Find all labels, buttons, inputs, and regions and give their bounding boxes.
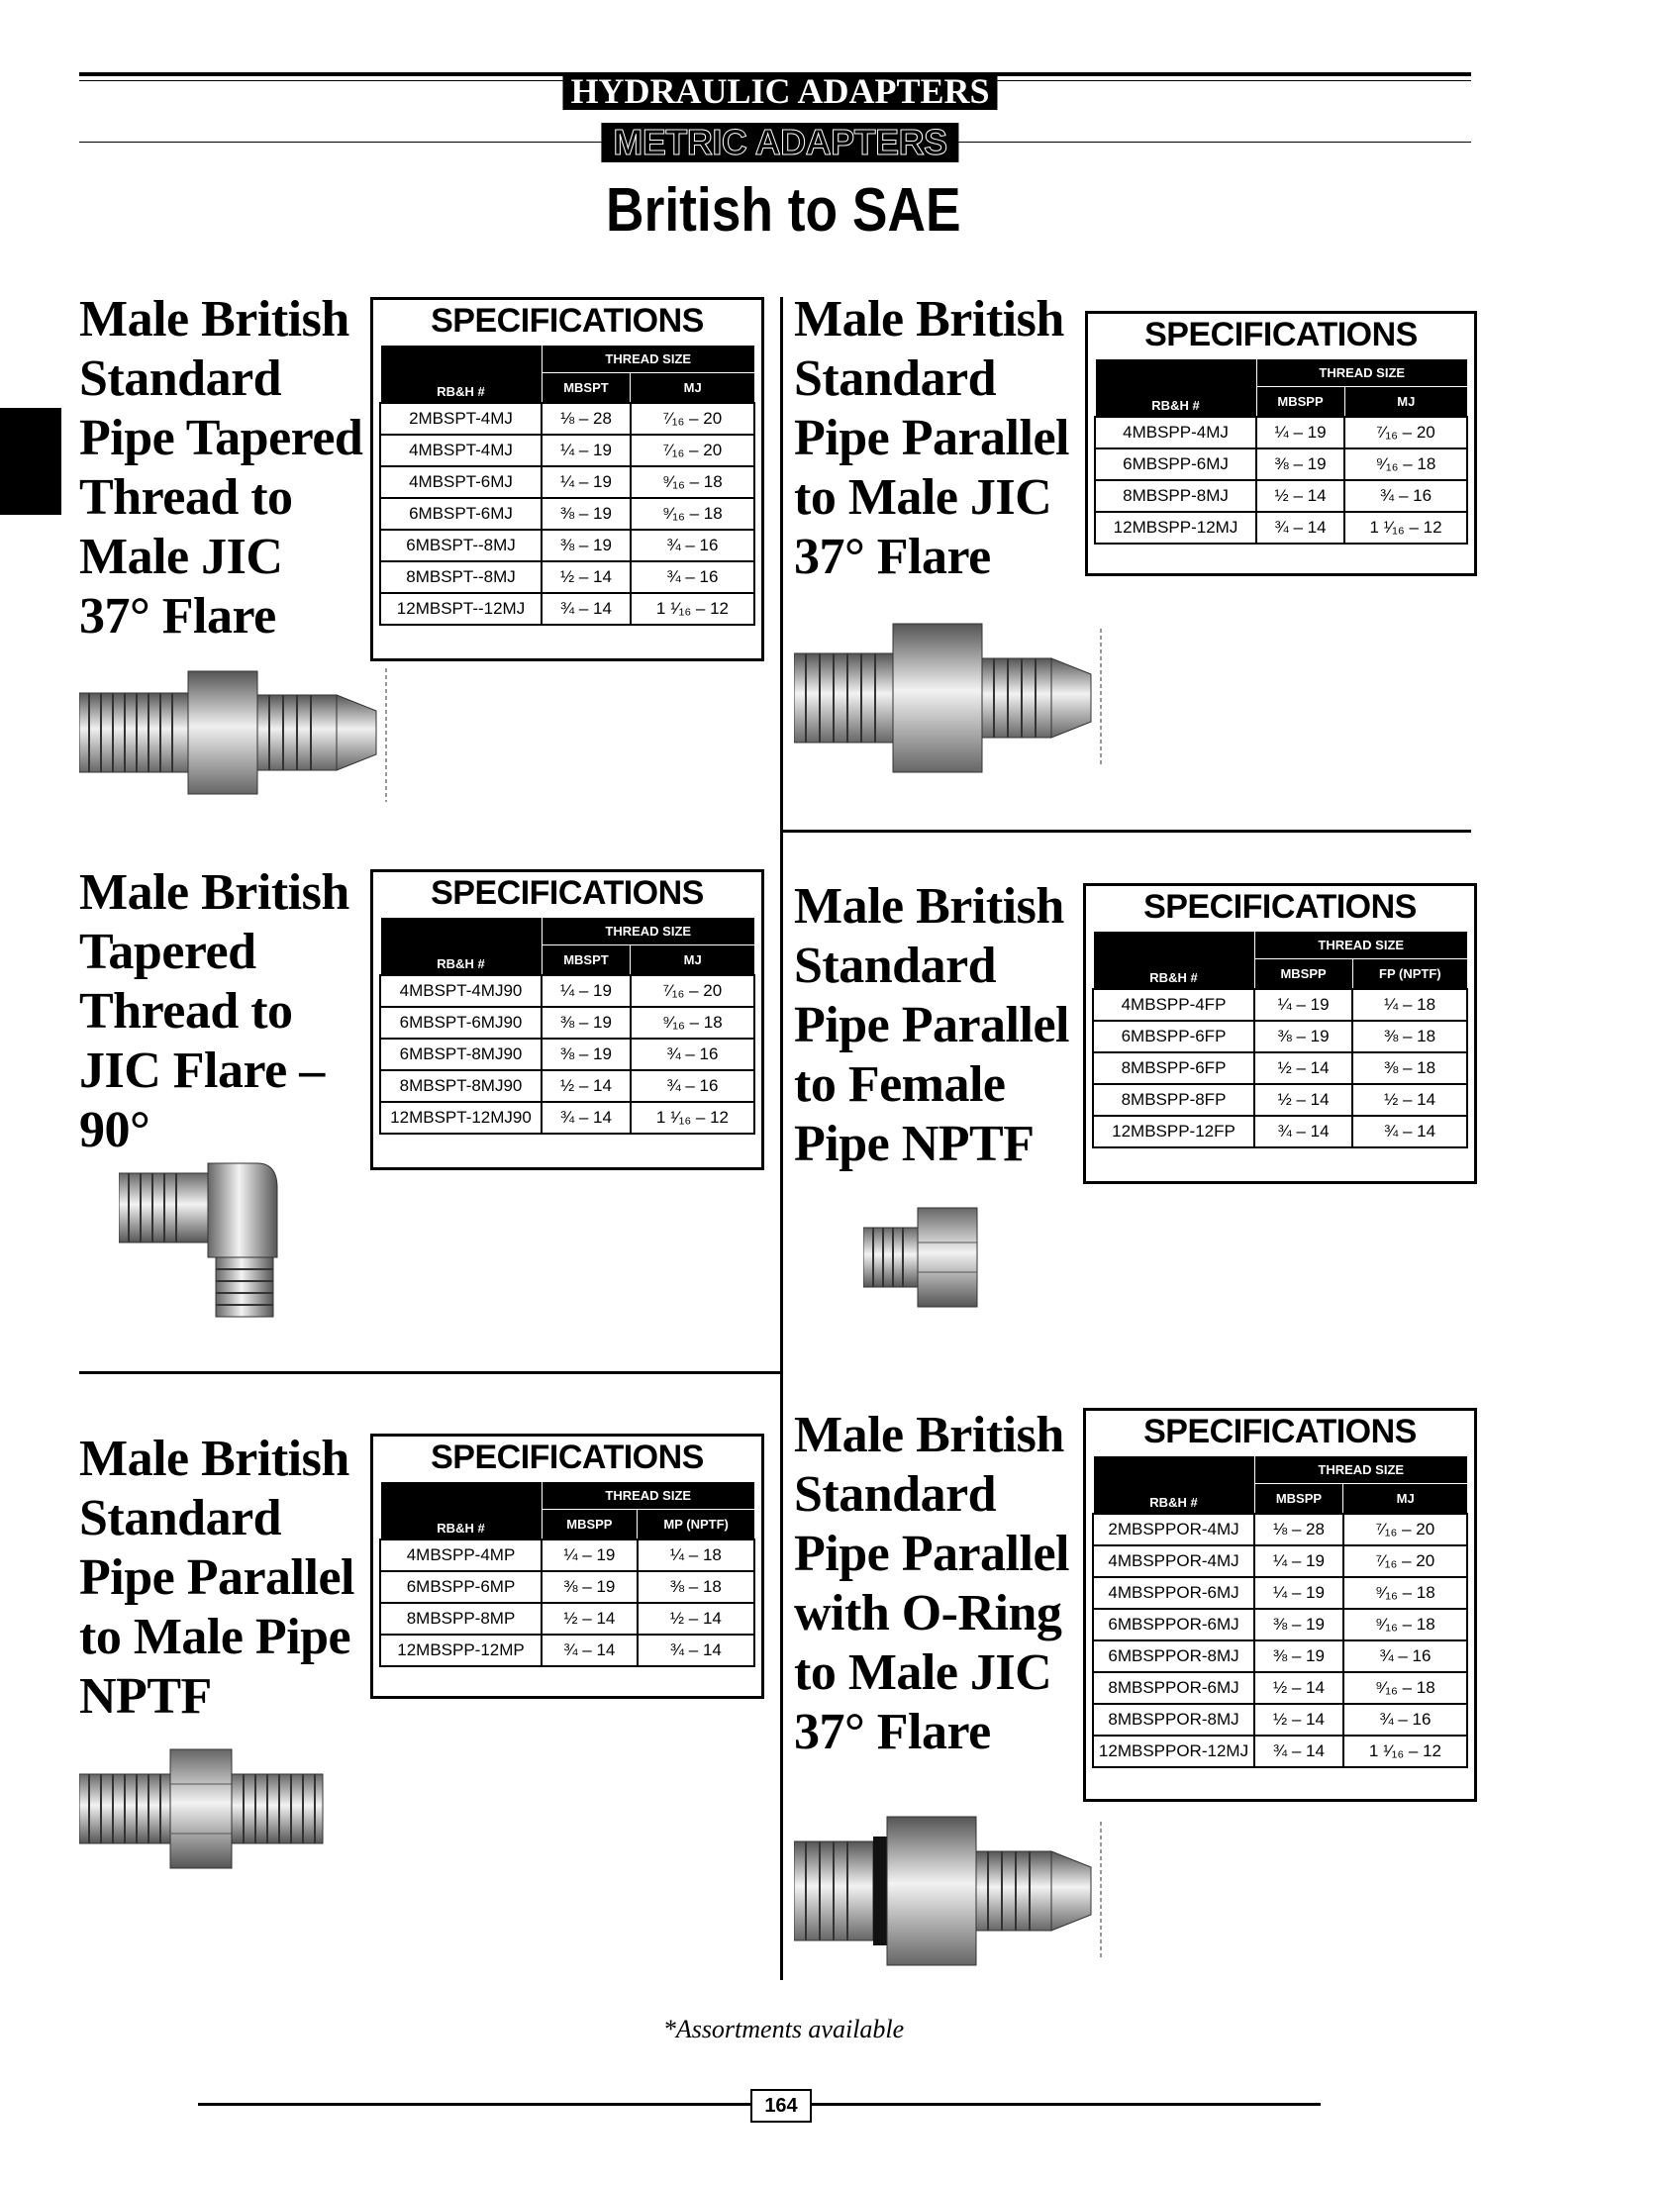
fitting-photo-parallel-flare: [794, 619, 1121, 787]
thread-size-cell: ⅜ – 19: [542, 1007, 631, 1039]
thread-size-cell: ⅜ – 18: [638, 1571, 754, 1603]
thread-size-cell: ½ – 14: [1254, 1084, 1352, 1116]
part-number-cell: 8MBSPPOR-6MJ: [1093, 1672, 1254, 1704]
spec-row: [1093, 1640, 1467, 1672]
spec-row: [1093, 1514, 1467, 1545]
thread-size-cell: ⅛ – 28: [1254, 1514, 1343, 1545]
col-header-part: RB&H #: [1093, 1456, 1254, 1514]
spec-heading: SPECIFICATIONS: [1143, 888, 1417, 926]
thread-size-cell: ⁷⁄₁₆ – 20: [1343, 1514, 1467, 1545]
spec-row: [380, 1007, 754, 1039]
thread-size-cell: ¼ – 19: [542, 975, 631, 1007]
thread-size-cell: ¼ – 18: [1352, 989, 1467, 1021]
product-title-5: Male British Standard Pipe Parallel to Male Pipe NPTF: [79, 1431, 354, 1725]
thread-size-cell: ¼ – 19: [542, 1539, 638, 1571]
part-number-cell: 6MBSPP-6FP: [1093, 1021, 1254, 1052]
part-number-cell: 12MBSPP-12MJ: [1095, 512, 1256, 544]
spec-box-6: [1083, 1408, 1477, 1802]
row-divider-left-2: [79, 1371, 782, 1374]
col-header-thread-size: THREAD SIZE: [1254, 1456, 1467, 1483]
spec-rows-5: [380, 1539, 754, 1666]
part-number-cell: 6MBSPT-6MJ90: [380, 1007, 542, 1039]
spec-row: [1093, 1021, 1467, 1052]
spec-heading: SPECIFICATIONS: [1144, 316, 1418, 353]
col-header-thread-a: MBSPT: [542, 372, 631, 403]
thread-size-cell: ⅜ – 19: [542, 1039, 631, 1070]
product-title-4: Male British Standard Pipe Parallel to Female Pipe NPTF: [794, 878, 1069, 1172]
product-title-2: Male British Standard Pipe Parallel to Male JIC 37° Flare: [794, 291, 1069, 585]
spec-row: [380, 435, 754, 466]
col-header-thread-b: MJ: [631, 944, 754, 975]
product-title-3: Male British Tapered Thread to JIC Flare – 90°: [79, 864, 349, 1158]
thread-size-cell: ⁹⁄₁₆ – 18: [631, 466, 754, 498]
spec-row: [1095, 417, 1467, 448]
thread-size-cell: ¼ – 18: [638, 1539, 754, 1571]
thread-size-cell: ½ – 14: [542, 561, 631, 593]
col-header-thread-b: MP (NPTF): [638, 1509, 754, 1539]
spec-table-2: [1094, 359, 1468, 545]
thread-size-cell: ¼ – 19: [1254, 1577, 1343, 1609]
col-header-part: RB&H #: [1095, 359, 1256, 417]
section-tab-marker: [0, 408, 61, 515]
spec-row: [1093, 1609, 1467, 1640]
thread-size-cell: ⅜ – 19: [542, 530, 631, 561]
thread-size-cell: ¾ – 14: [542, 593, 631, 625]
thread-size-cell: ½ – 14: [1254, 1704, 1343, 1736]
spec-heading: SPECIFICATIONS: [431, 302, 704, 340]
thread-size-cell: ⅛ – 28: [542, 403, 631, 435]
part-number-cell: 12MBSPT-12MJ90: [380, 1102, 542, 1134]
subcategory-banner: [601, 123, 958, 162]
col-header-thread-b: MJ: [1344, 386, 1467, 417]
spec-table-1: [379, 346, 755, 626]
thread-size-cell: ¼ – 19: [542, 435, 631, 466]
spec-row: [380, 466, 754, 498]
fitting-photo-female-adapter: [863, 1203, 982, 1312]
thread-size-cell: ¼ – 19: [1256, 417, 1344, 448]
part-number-cell: 2MBSPPOR-4MJ: [1093, 1514, 1254, 1545]
part-number-cell: 8MBSPP-8MJ: [1095, 480, 1256, 512]
spec-rows-4: [1093, 989, 1467, 1147]
spec-row: [1093, 1704, 1467, 1736]
part-number-cell: 8MBSPPOR-8MJ: [1093, 1704, 1254, 1736]
thread-size-cell: ⁹⁄₁₆ – 18: [1343, 1672, 1467, 1704]
spec-row: [380, 1539, 754, 1571]
thread-size-cell: ⁹⁄₁₆ – 18: [1344, 448, 1467, 480]
thread-size-cell: ½ – 14: [542, 1070, 631, 1102]
thread-size-cell: ⅜ – 19: [542, 1571, 638, 1603]
spec-row: [380, 1571, 754, 1603]
col-header-thread-size: THREAD SIZE: [542, 1482, 754, 1509]
thread-size-cell: ⁹⁄₁₆ – 18: [1343, 1577, 1467, 1609]
spec-row: [1095, 480, 1467, 512]
spec-table-3: [379, 918, 755, 1135]
part-number-cell: 12MBSPT--12MJ: [380, 593, 542, 625]
part-number-cell: 8MBSPT-8MJ90: [380, 1070, 542, 1102]
page-number: 164: [750, 2089, 812, 2123]
thread-size-cell: ¾ – 14: [1256, 512, 1344, 544]
col-header-thread-size: THREAD SIZE: [542, 346, 754, 372]
row-divider-right-1: [780, 830, 1471, 833]
part-number-cell: 4MBSPPOR-4MJ: [1093, 1545, 1254, 1577]
thread-size-cell: ½ – 14: [1256, 480, 1344, 512]
thread-size-cell: ½ – 14: [1352, 1084, 1467, 1116]
spec-rows-6: [1093, 1514, 1467, 1767]
thread-size-cell: ⅜ – 19: [1256, 448, 1344, 480]
col-header-part: RB&H #: [380, 1482, 542, 1539]
part-number-cell: 8MBSPP-8FP: [1093, 1084, 1254, 1116]
thread-size-cell: ⁷⁄₁₆ – 20: [1343, 1545, 1467, 1577]
col-header-thread-a: MBSPP: [1254, 958, 1352, 989]
thread-size-cell: ¾ – 16: [631, 1039, 754, 1070]
thread-size-cell: ⅜ – 18: [1352, 1021, 1467, 1052]
spec-row: [1095, 512, 1467, 544]
fitting-photo-hex-nipple: [79, 1744, 329, 1873]
spec-heading: SPECIFICATIONS: [1143, 1413, 1417, 1450]
fitting-photo-straight-flare: [79, 663, 406, 812]
thread-size-cell: ¾ – 16: [1343, 1640, 1467, 1672]
thread-size-cell: ½ – 14: [542, 1603, 638, 1635]
part-number-cell: 8MBSPP-6FP: [1093, 1052, 1254, 1084]
thread-size-cell: ¾ – 16: [631, 530, 754, 561]
spec-box-5: [370, 1434, 764, 1699]
thread-size-cell: 1 ¹⁄₁₆ – 12: [1344, 512, 1467, 544]
col-header-thread-size: THREAD SIZE: [1254, 932, 1467, 958]
spec-row: [380, 975, 754, 1007]
spec-row: [380, 1635, 754, 1666]
thread-size-cell: ¾ – 16: [1344, 480, 1467, 512]
column-divider: [780, 297, 783, 1980]
part-number-cell: 8MBSPT--8MJ: [380, 561, 542, 593]
col-header-thread-a: MBSPP: [1254, 1483, 1343, 1514]
spec-row: [1093, 1116, 1467, 1147]
part-number-cell: 12MBSPPOR-12MJ: [1093, 1736, 1254, 1767]
thread-size-cell: ⁷⁄₁₆ – 20: [631, 403, 754, 435]
thread-size-cell: ¼ – 19: [1254, 1545, 1343, 1577]
spec-table-6: [1092, 1456, 1468, 1768]
col-header-part: RB&H #: [1093, 932, 1254, 989]
thread-size-cell: 1 ¹⁄₁₆ – 12: [631, 1102, 754, 1134]
part-number-cell: 4MBSPP-4MJ: [1095, 417, 1256, 448]
thread-size-cell: ⁷⁄₁₆ – 20: [1344, 417, 1467, 448]
spec-row: [1093, 1084, 1467, 1116]
footnote: *Assortments available: [662, 2015, 905, 2043]
thread-size-cell: 1 ¹⁄₁₆ – 12: [1343, 1736, 1467, 1767]
spec-row: [1093, 1052, 1467, 1084]
thread-size-cell: ⁷⁄₁₆ – 20: [631, 975, 754, 1007]
part-number-cell: 4MBSPPOR-6MJ: [1093, 1577, 1254, 1609]
spec-rows-1: [380, 403, 754, 625]
product-title-1: Male British Standard Pipe Tapered Thread to Male JIC 37° Flare: [79, 291, 363, 645]
thread-size-cell: ¾ – 14: [1352, 1116, 1467, 1147]
thread-size-cell: ⁹⁄₁₆ – 18: [631, 498, 754, 530]
page-subtitle: British to SAE: [606, 176, 961, 245]
col-header-thread-size: THREAD SIZE: [1256, 359, 1467, 386]
spec-row: [380, 561, 754, 593]
spec-row: [380, 403, 754, 435]
thread-size-cell: ½ – 14: [638, 1603, 754, 1635]
spec-row: [380, 1039, 754, 1070]
thread-size-cell: ⅜ – 19: [1254, 1640, 1343, 1672]
thread-size-cell: ⅜ – 19: [1254, 1609, 1343, 1640]
thread-size-cell: ¾ – 14: [1254, 1116, 1352, 1147]
spec-row: [380, 593, 754, 625]
part-number-cell: 4MBSPT-4MJ90: [380, 975, 542, 1007]
thread-size-cell: ¾ – 16: [631, 1070, 754, 1102]
col-header-part: RB&H #: [380, 918, 542, 975]
part-number-cell: 4MBSPT-4MJ: [380, 435, 542, 466]
thread-size-cell: ¾ – 16: [631, 561, 754, 593]
thread-size-cell: ¼ – 19: [1254, 989, 1352, 1021]
category-banner: HYDRAULIC ADAPTERS: [562, 72, 997, 110]
col-header-thread-b: MJ: [1343, 1483, 1467, 1514]
product-title-6: Male British Standard Pipe Parallel with O-Ring to Male JIC 37° Flare: [794, 1407, 1069, 1760]
col-header-thread-a: MBSPT: [542, 944, 631, 975]
thread-size-cell: ½ – 14: [1254, 1052, 1352, 1084]
spec-row: [380, 1603, 754, 1635]
thread-size-cell: ⅜ – 19: [1254, 1021, 1352, 1052]
thread-size-cell: ¼ – 19: [542, 466, 631, 498]
spec-row: [1093, 989, 1467, 1021]
spec-table-5: [379, 1482, 755, 1667]
spec-rows-3: [380, 975, 754, 1134]
spec-row: [380, 498, 754, 530]
part-number-cell: 6MBSPP-6MJ: [1095, 448, 1256, 480]
spec-row: [380, 1070, 754, 1102]
col-header-thread-b: FP (NPTF): [1352, 958, 1467, 989]
part-number-cell: 12MBSPP-12MP: [380, 1635, 542, 1666]
spec-rows-2: [1095, 417, 1467, 544]
spec-box-1: [370, 297, 764, 661]
thread-size-cell: ¾ – 16: [1343, 1704, 1467, 1736]
thread-size-cell: ¾ – 14: [542, 1635, 638, 1666]
spec-box-2: [1085, 311, 1477, 576]
thread-size-cell: ⁷⁄₁₆ – 20: [631, 435, 754, 466]
spec-row: [1093, 1672, 1467, 1704]
part-number-cell: 8MBSPP-8MP: [380, 1603, 542, 1635]
thread-size-cell: ⅜ – 18: [1352, 1052, 1467, 1084]
fitting-photo-oring-flare: [794, 1812, 1121, 1980]
part-number-cell: 6MBSPP-6MP: [380, 1571, 542, 1603]
spec-heading: SPECIFICATIONS: [431, 874, 704, 912]
spec-box-3: [370, 869, 764, 1170]
part-number-cell: 4MBSPP-4FP: [1093, 989, 1254, 1021]
part-number-cell: 4MBSPP-4MP: [380, 1539, 542, 1571]
thread-size-cell: ¾ – 14: [542, 1102, 631, 1134]
spec-row: [1093, 1545, 1467, 1577]
thread-size-cell: 1 ¹⁄₁₆ – 12: [631, 593, 754, 625]
spec-table-4: [1092, 932, 1468, 1148]
spec-row: [380, 1102, 754, 1134]
col-header-part: RB&H #: [380, 346, 542, 403]
col-header-thread-b: MJ: [631, 372, 754, 403]
part-number-cell: 2MBSPT-4MJ: [380, 403, 542, 435]
part-number-cell: 4MBSPT-6MJ: [380, 466, 542, 498]
part-number-cell: 6MBSPPOR-6MJ: [1093, 1609, 1254, 1640]
part-number-cell: 12MBSPP-12FP: [1093, 1116, 1254, 1147]
part-number-cell: 6MBSPT-6MJ: [380, 498, 542, 530]
thread-size-cell: ¾ – 14: [638, 1635, 754, 1666]
col-header-thread-a: MBSPP: [1256, 386, 1344, 417]
fitting-photo-elbow: [119, 1158, 287, 1322]
subcategory-text: METRIC ADAPTERS: [613, 122, 947, 162]
spec-row: [1093, 1577, 1467, 1609]
thread-size-cell: ⅜ – 19: [542, 498, 631, 530]
spec-row: [1093, 1736, 1467, 1767]
spec-row: [1095, 448, 1467, 480]
spec-heading: SPECIFICATIONS: [431, 1439, 704, 1476]
col-header-thread-a: MBSPP: [542, 1509, 638, 1539]
part-number-cell: 6MBSPT--8MJ: [380, 530, 542, 561]
part-number-cell: 6MBSPT-8MJ90: [380, 1039, 542, 1070]
spec-row: [380, 530, 754, 561]
part-number-cell: 6MBSPPOR-8MJ: [1093, 1640, 1254, 1672]
thread-size-cell: ⁹⁄₁₆ – 18: [1343, 1609, 1467, 1640]
col-header-thread-size: THREAD SIZE: [542, 918, 754, 944]
thread-size-cell: ½ – 14: [1254, 1672, 1343, 1704]
thread-size-cell: ¾ – 14: [1254, 1736, 1343, 1767]
thread-size-cell: ⁹⁄₁₆ – 18: [631, 1007, 754, 1039]
spec-box-4: [1083, 883, 1477, 1184]
